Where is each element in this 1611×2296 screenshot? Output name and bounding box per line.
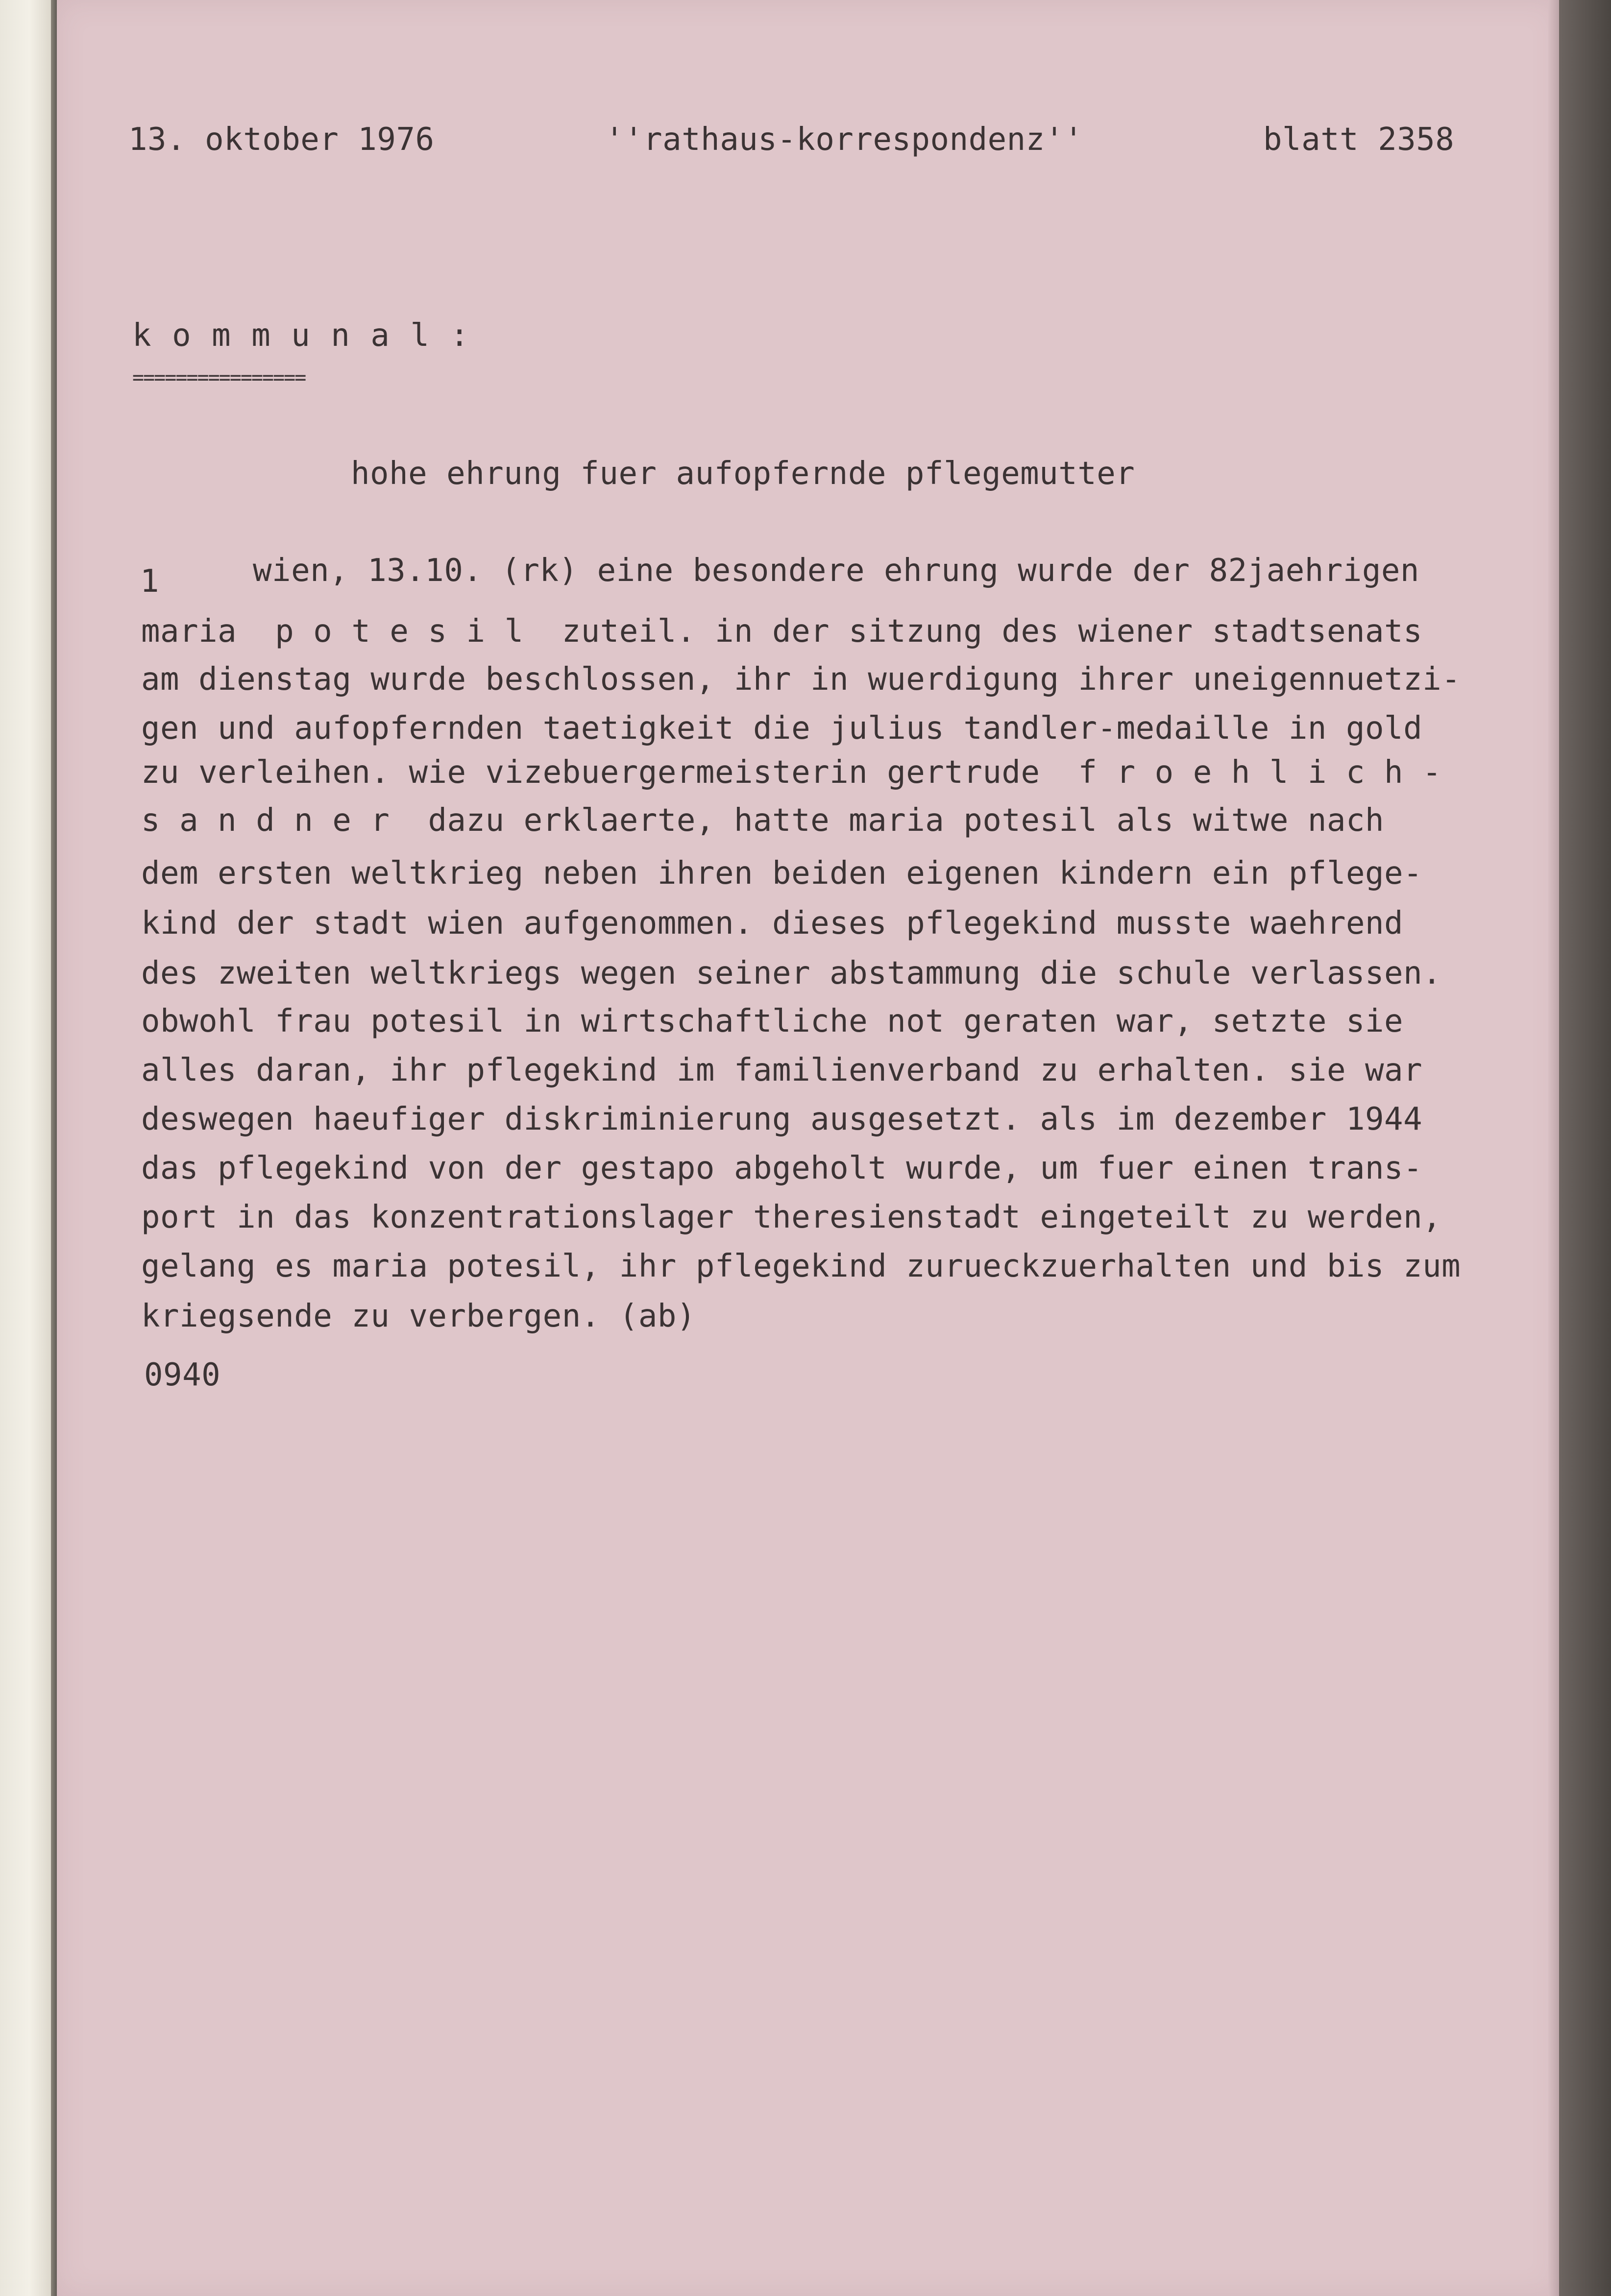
body-line: dem ersten weltkrieg neben ihren beiden eigenen kindern ein pflege-	[141, 855, 1423, 892]
body-line: kind der stadt wien aufgenommen. dieses pflegekind musste waehrend	[141, 905, 1404, 942]
body-line: das pflegekind von der gestapo abgeholt wurde, um fuer einen trans-	[141, 1150, 1423, 1186]
body-line: am dienstag wurde beschlossen, ihr in wuerdigung ihrer uneigennuetzi-	[141, 661, 1461, 698]
body-line: des zweiten weltkriegs wegen seiner abstammung die schule verlassen.	[141, 955, 1442, 991]
body-line: gelang es maria potesil, ihr pflegekind zurueckzuerhalten und bis zum	[141, 1248, 1461, 1284]
header-sheet-number: blatt 2358	[1263, 121, 1455, 158]
binding-strip	[0, 0, 54, 2296]
body-line: port in das konzentrationslager theresienstadt eingeteilt zu werden,	[141, 1199, 1442, 1235]
body-line: s a n d n e r dazu erklaerte, hatte maria potesil als witwe nach	[141, 802, 1385, 839]
article-number: 1	[140, 563, 160, 600]
body-line: obwohl frau potesil in wirtschaftliche not geraten war, setzte sie	[141, 1003, 1404, 1039]
body-line: alles daran, ihr pflegekind im familienverband zu erhalten. sie war	[141, 1052, 1423, 1088]
article-headline: hohe ehrung fuer aufopfernde pflegemutter	[351, 456, 1135, 492]
body-line: gen und aufopfernden taetigkeit die julius tandler-medaille in gold	[141, 710, 1423, 747]
body-line: kriegsende zu verbergen. (ab)	[141, 1298, 696, 1334]
body-line: maria p o t e s i l zuteil. in der sitzung des wiener stadtsenats	[141, 613, 1423, 650]
body-line: wien, 13.10. (rk) eine besondere ehrung wurde der 82jaehrigen	[253, 553, 1419, 589]
body-line: zu verleihen. wie vizebuergermeisterin gertrude f r o e h l i c h -	[141, 754, 1442, 791]
header-publication: ''rathaus-korrespondenz''	[605, 121, 1083, 158]
article-code: 0940	[144, 1357, 221, 1393]
page-edge	[1548, 0, 1559, 2296]
body-line: deswegen haeufiger diskriminierung ausgesetzt. als im dezember 1944	[141, 1101, 1423, 1137]
section-title: k o m m u n a l :	[132, 317, 470, 354]
header-date: 13. oktober 1976	[128, 121, 435, 158]
right-background	[1559, 0, 1611, 2296]
section-underline: ================	[132, 366, 306, 389]
